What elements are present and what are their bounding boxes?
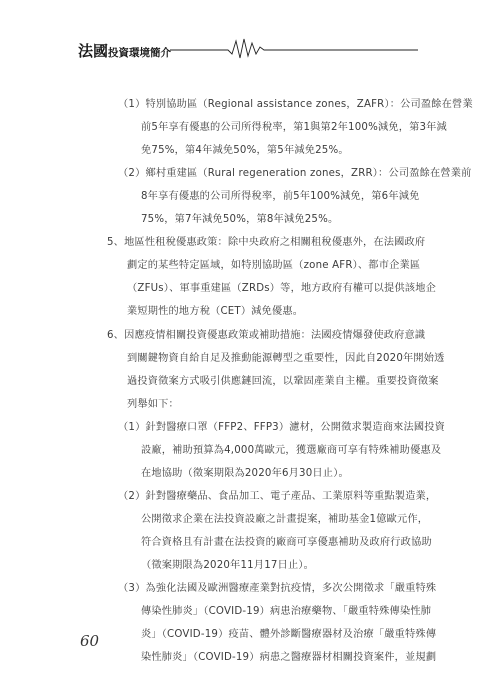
- text-line: 業短期性的地方稅（CET）減免優惠。: [127, 306, 304, 317]
- text-line: （徵案期限為2020年11月17日止）。: [141, 560, 315, 571]
- header-title-main: 法國: [78, 42, 109, 60]
- text-line: 5、地區性租稅優惠政策：除中央政府之相關租稅優惠外，在法國政府: [107, 237, 426, 248]
- text-line: （1）特別協助區（Regional assistance zones，ZAFR）：公司盈餘在營業: [118, 99, 473, 110]
- text-line: 劃定的某些特定區域，如特別協助區（zone AFR）、都市企業區: [127, 260, 421, 271]
- text-line: （2）針對醫療藥品、食品加工、電子產品、工業原料等重點製造業，: [118, 491, 437, 502]
- page-header: [78, 34, 418, 62]
- text-line: （ZFUs）、軍事重建區（ZRDs）等，地方政府有權可以提供該地企: [127, 283, 436, 294]
- text-line: 公開徵求企業在法投資設廠之計畫提案，補助基金1億歐元作，: [141, 514, 429, 525]
- text-line: 列舉如下：: [127, 399, 179, 410]
- text-line: 炎」（COVID-19）疫苗、體外診斷醫療器材及治療「嚴重特殊傳: [141, 629, 437, 640]
- text-line: 到關鍵物資自給自足及推動能源轉型之重要性，因此自2020年開始透: [127, 353, 445, 364]
- text-line: 免75%，第4年減免50%，第5年減免25%。: [141, 145, 349, 156]
- text-line: 傳染性肺炎」（COVID-19）病患治療藥物、「嚴重特殊傳染性肺: [141, 606, 432, 617]
- text-line: （2）鄉村重建區（Rural regeneration zones，ZRR）：公司盈餘在營業前: [118, 168, 472, 179]
- text-line: 8年享有優惠的公司所得稅率，前5年100%減免，第6年減免: [141, 191, 420, 202]
- page-number: 60: [80, 632, 100, 650]
- text-line: 6、因應疫情相關投資優惠政策或補助措施：法國疫情爆發使政府意識: [107, 330, 426, 341]
- text-line: 前5年享有優惠的公司所得稅率，第1與第2年100%減免，第3年減: [141, 122, 447, 133]
- text-line: （1）針對醫療口罩（FFP2、FFP3）濾材，公開徵求製造商來法國投資: [118, 422, 446, 433]
- header-title: [78, 40, 171, 61]
- text-line: 符合資格且有計畫在法投資的廠商可享優惠補助及政府行政協助: [141, 537, 432, 548]
- text-line: 染性肺炎」（COVID-19）病患之醫療器材相關投資案件，並規劃: [141, 652, 437, 663]
- text-line: 75%，第7年減免50%，第8年減免25%。: [141, 214, 339, 225]
- text-line: 在地協助（徵案期限為2020年6月30日止）。: [141, 468, 349, 479]
- text-line: 設廠，補助預算為4,000萬歐元，獲選廠商可享有特殊補助優惠及: [141, 445, 442, 456]
- text-line: 過投資徵案方式吸引供應鏈回流，以鞏固產業自主權。重要投資徵案: [127, 376, 439, 387]
- text-line: （3）為強化法國及歐洲醫療產業對抗疫情，多次公開徵求「嚴重特殊: [118, 583, 437, 594]
- header-title-sub: 投資環境簡介: [108, 47, 172, 59]
